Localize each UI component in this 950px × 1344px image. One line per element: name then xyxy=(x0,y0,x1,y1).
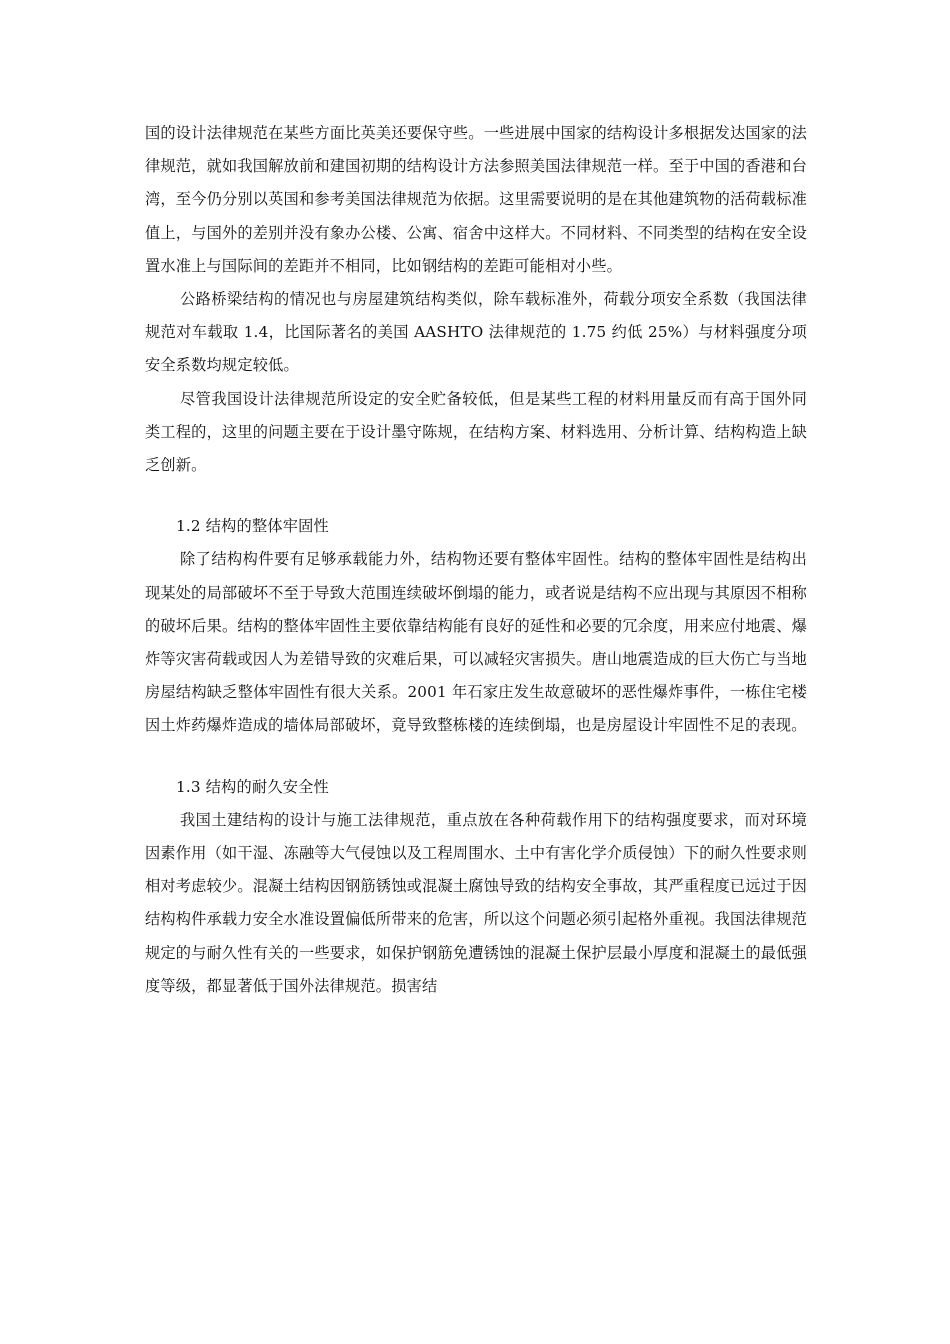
section-heading-1-2: 1.2 结构的整体牢固性 xyxy=(176,517,329,536)
section-heading-1-3: 1.3 结构的耐久安全性 xyxy=(176,777,329,796)
paragraph-highway-bridges: 公路桥梁结构的情况也与房屋建筑结构类似，除车载标准外，荷载分项安全系数（我国法律规范对车载取 1.4，比国际著名的美国 AASHTO 法律规范的 1.75 约低 25%）与材料强度分项安全系数均规定较低。 xyxy=(145,290,807,375)
section-spacer xyxy=(145,482,807,510)
paragraph-safety-reserve: 尽管我国设计法律规范所设定的安全贮备较低，但是某些工程的材料用量反而有高于国外同类工程的，这里的问题主要在于设计墨守陈规，在结构方案、材料选用、分析计算、结构构造上缺乏创新。 xyxy=(145,389,807,475)
paragraph-durability-safety: 我国土建结构的设计与施工法律规范，重点放在各种荷载作用下的结构强度要求，而对环境因素作用（如干湿、冻融等大气侵蚀以及工程周围水、土中有害化学介质侵蚀）下的耐久性要求则相对考虑较少。混凝土结构因钢筋锈蚀或混凝土腐蚀导致的结构安全事故，其严重程度已远过于因结构构件承载力安全水准设置偏低所带来的危害，所以这个问题必须引起格外重视。我国法律规范规定的与耐久性有关的一些要求，如保护钢筋免遭锈蚀的混凝土保护层最小厚度和混凝土的最低强度等级，都显著低于国外法律规范。损害结 xyxy=(145,810,807,995)
section-spacer xyxy=(145,743,807,771)
paragraph-structural-robustness: 除了结构构件要有足够承载能力外，结构物还要有整体牢固性。结构的整体牢固性是结构出现某处的局部破坏不至于导致大范围连续破坏倒塌的能力，或者说是结构不应出现与其原因不相称的破坏后果。结构的整体牢固性主要依靠结构能有良好的延性和必要的冗余度，用来应付地震、爆炸等灾害荷载或因人为差错导致的灾难后果，可以减轻灾害损失。唐山地震造成的巨大伤亡与当地房屋结构缺乏整体牢固性有很大关系。2001 年石家庄发生故意破坏的恶性爆炸事件，一栋住宅楼因土炸药爆炸造成的墙体局部破坏，竟导致整栋楼的连续倒塌，也是房屋设计牢固性不足的表现。 xyxy=(145,550,807,735)
paragraph-continuation: 国的设计法律规范在某些方面比英美还要保守些。一些进展中国家的结构设计多根据发达国家的法律规范，就如我国解放前和建国初期的结构设计方法参照美国法律规范一样。至于中国的香港和台湾，至今仍分别以英国和参考美国法律规范为依据。这里需要说明的是在其他建筑物的活荷载标准值上，与国外的差别并没有象办公楼、公寓、宿舍中这样大。不同材料、不同类型的结构在安全设置水准上与国际间的差距并不相同，比如钢结构的差距可能相对小些。 xyxy=(145,124,807,275)
document-body xyxy=(145,117,807,1003)
